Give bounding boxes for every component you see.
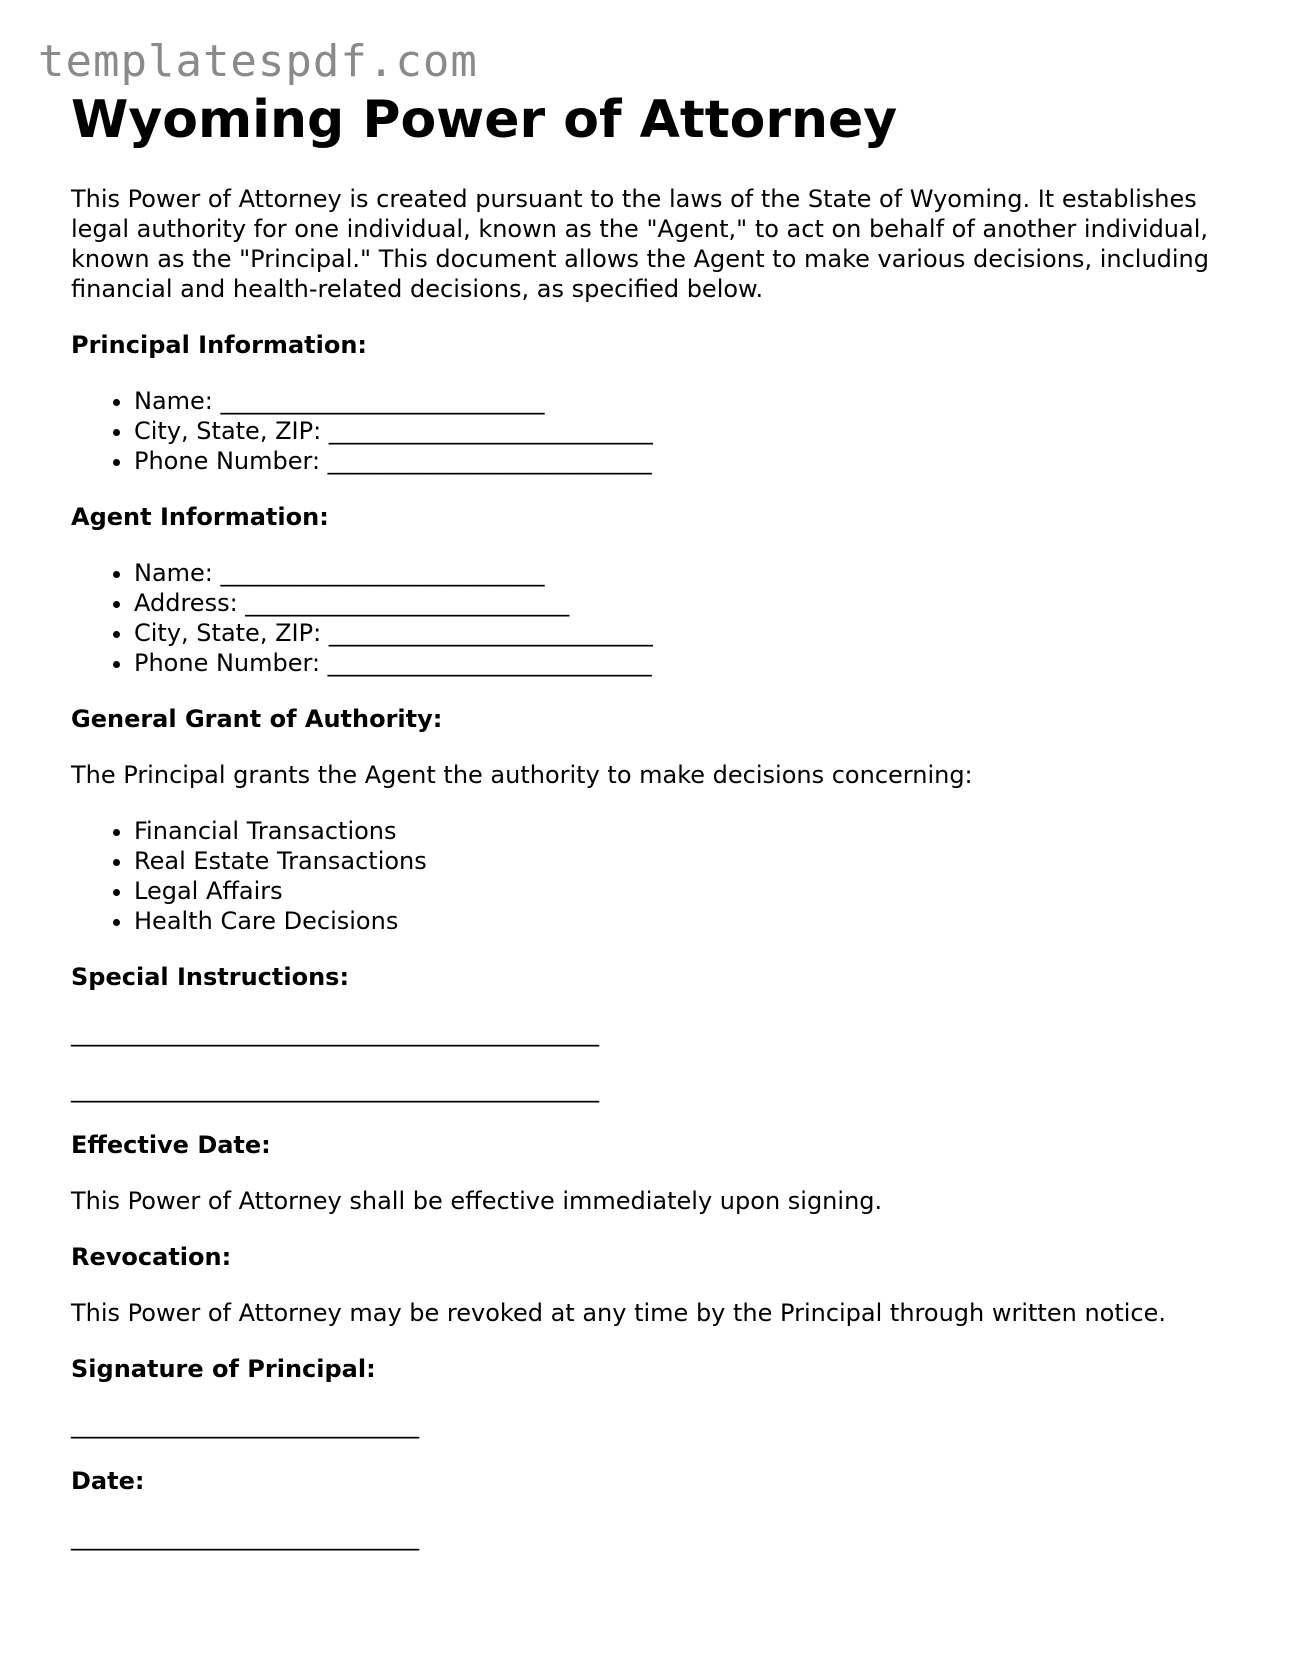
document (71, 88, 1231, 1578)
signature-line: _____________________________ (71, 1411, 419, 1439)
authority-item: • Financial Transactions (134, 816, 1231, 846)
watermark-logo: templatespdf.com (38, 36, 478, 87)
agent-address-field: • Address: ___________________________ (134, 588, 1231, 618)
agent-phone-field: • Phone Number: ___________________________ (134, 648, 1231, 678)
principal-phone-field: • Phone Number: ___________________________ (134, 446, 1231, 476)
signature-heading: Signature of Principal: (71, 1355, 376, 1383)
principal-list (71, 386, 1231, 476)
principal-name-field: • Name: ___________________________ (134, 386, 1231, 416)
revocation-text: This Power of Attorney may be revoked at any time by the Principal through written notice. (71, 1299, 1166, 1327)
agent-city-field: • City, State, ZIP: ___________________________ (134, 618, 1231, 648)
principal-heading: Principal Information: (71, 331, 368, 359)
special-instructions-heading: Special Instructions: (71, 963, 350, 991)
authority-item: • Health Care Decisions (134, 906, 1231, 936)
authority-item: • Legal Affairs (134, 876, 1231, 906)
authority-list (71, 816, 1231, 936)
intro-paragraph: This Power of Attorney is created pursuant to the laws of the State of Wyoming. It establishes legal authority for one individual, known as the "Agent," to act on behalf of another individual, known as the "Principal." This document allows the Agent to make various decisions, including financial and health-related decisions, as specified below. (71, 185, 1209, 303)
special-instructions-line-1: ____________________________________________ (71, 1019, 599, 1047)
authority-text: The Principal grants the Agent the authority to make decisions concerning: (71, 761, 973, 789)
agent-heading: Agent Information: (71, 503, 329, 531)
agent-name-field: • Name: ___________________________ (134, 558, 1231, 588)
effective-date-text: This Power of Attorney shall be effective immediately upon signing. (71, 1187, 883, 1215)
principal-city-field: • City, State, ZIP: ___________________________ (134, 416, 1231, 446)
authority-heading: General Grant of Authority: (71, 705, 443, 733)
revocation-heading: Revocation: (71, 1243, 232, 1271)
effective-date-heading: Effective Date: (71, 1131, 271, 1159)
special-instructions-line-2: ____________________________________________ (71, 1075, 599, 1103)
date-heading: Date: (71, 1467, 145, 1495)
page-title: Wyoming Power of Attorney (71, 90, 898, 150)
authority-item: • Real Estate Transactions (134, 846, 1231, 876)
date-line: _____________________________ (71, 1523, 419, 1551)
agent-list (71, 558, 1231, 678)
